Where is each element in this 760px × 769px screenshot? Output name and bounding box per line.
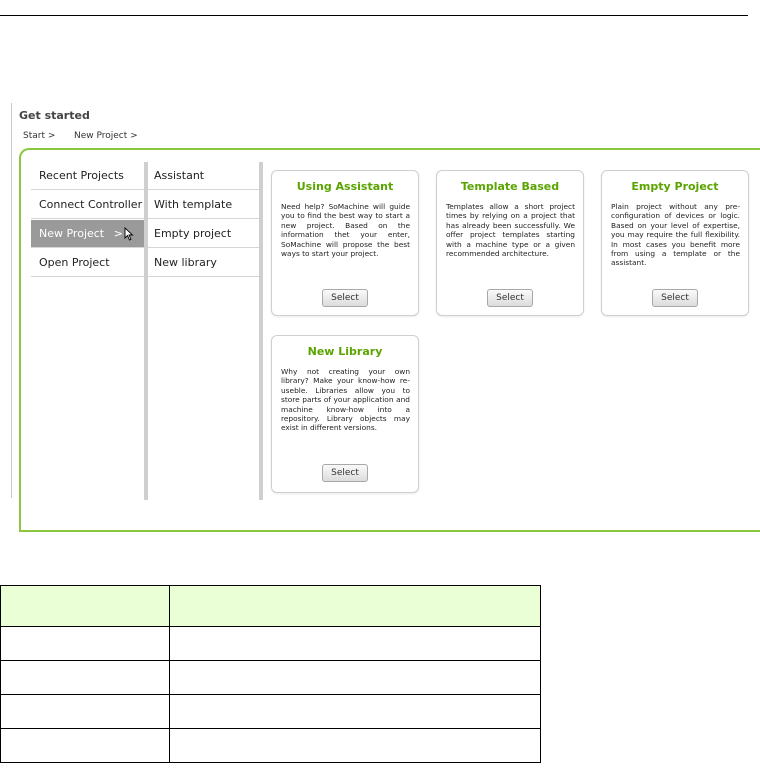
select-button[interactable]: Select — [322, 289, 368, 307]
menu-item-arrow: > — [113, 227, 123, 240]
table-cell — [1, 695, 170, 729]
table-cell — [1, 729, 170, 763]
card-title: Using Assistant — [296, 180, 394, 193]
table-row — [1, 695, 541, 729]
table-header-row — [1, 586, 541, 627]
menu-item-open-project[interactable] — [31, 249, 144, 277]
table-row — [1, 661, 541, 695]
pointer-cursor-icon — [124, 227, 134, 241]
breadcrumb-start[interactable]: Start > — [23, 131, 56, 141]
submenu-item-label: New library — [154, 256, 217, 269]
submenu-item-label: With template — [154, 198, 233, 211]
submenu-item-label: Empty project — [154, 227, 232, 240]
table-cell — [170, 729, 541, 763]
submenu-item-empty-project[interactable] — [148, 220, 259, 248]
get-started-screen — [11, 103, 760, 498]
menu-item-label: Connect Controller — [39, 198, 143, 211]
card-title: Template Based — [460, 180, 560, 193]
card-template-based — [436, 170, 584, 316]
table-cell — [170, 661, 541, 695]
table-row — [1, 729, 541, 763]
submenu-item-with-template[interactable] — [148, 191, 259, 219]
card-title: New Library — [307, 345, 383, 358]
main-menu — [31, 162, 144, 500]
card-title: Empty Project — [631, 180, 719, 193]
spec-table — [0, 585, 541, 763]
submenu — [148, 162, 259, 500]
table-cell — [1, 661, 170, 695]
table-header-cell — [170, 586, 541, 627]
page-title: Get started — [19, 109, 90, 122]
card-description: Plain project without any pre-configuration of devices or logic. Based on your level of expertise, you may require the full flexibility. In most cases you benefit more from using a template or the assistant. — [611, 202, 740, 268]
submenu-item-label: Assistant — [154, 169, 205, 182]
menu-item-label: Recent Projects — [39, 169, 124, 182]
menu-item-label: Open Project — [39, 256, 110, 269]
card-description: Why not creating your own library? Make your know-how re-useble. Libraries allow you to store parts of your application and machine know-how into a repository. Library objects may exist in different versions. — [281, 367, 410, 433]
table-header-cell — [1, 586, 170, 627]
card-description: Templates allow a short project times by relying on a project that has already been successfully. We offer project templates starting with a machine type or a given recommended architecture. — [446, 202, 575, 259]
top-rule — [0, 15, 748, 16]
select-button[interactable]: Select — [652, 289, 698, 307]
card-description: Need help? SoMachine will guide you to find the best way to start a new project. Based on the information thet your enter, SoMachine will propose the best ways to start your project. — [281, 202, 410, 259]
select-button[interactable]: Select — [322, 464, 368, 482]
table-cell — [170, 627, 541, 661]
breadcrumb-new-project[interactable]: New Project > — [74, 131, 138, 141]
select-button[interactable]: Select — [487, 289, 533, 307]
submenu-item-new-library[interactable] — [148, 249, 259, 277]
table-cell — [1, 627, 170, 661]
submenu-item-assistant[interactable] — [148, 162, 259, 190]
card-using-assistant — [271, 170, 419, 316]
content-panel — [19, 148, 760, 532]
column-divider — [259, 162, 263, 500]
card-empty-project — [601, 170, 749, 316]
card-new-library — [271, 335, 419, 493]
menu-item-recent-projects[interactable] — [31, 162, 144, 190]
window-left-edge — [11, 103, 12, 498]
menu-item-new-project[interactable] — [31, 220, 144, 248]
menu-item-label: New Project — [39, 227, 105, 240]
menu-item-connect-controller[interactable] — [31, 191, 144, 219]
table-row — [1, 627, 541, 661]
table-cell — [170, 695, 541, 729]
